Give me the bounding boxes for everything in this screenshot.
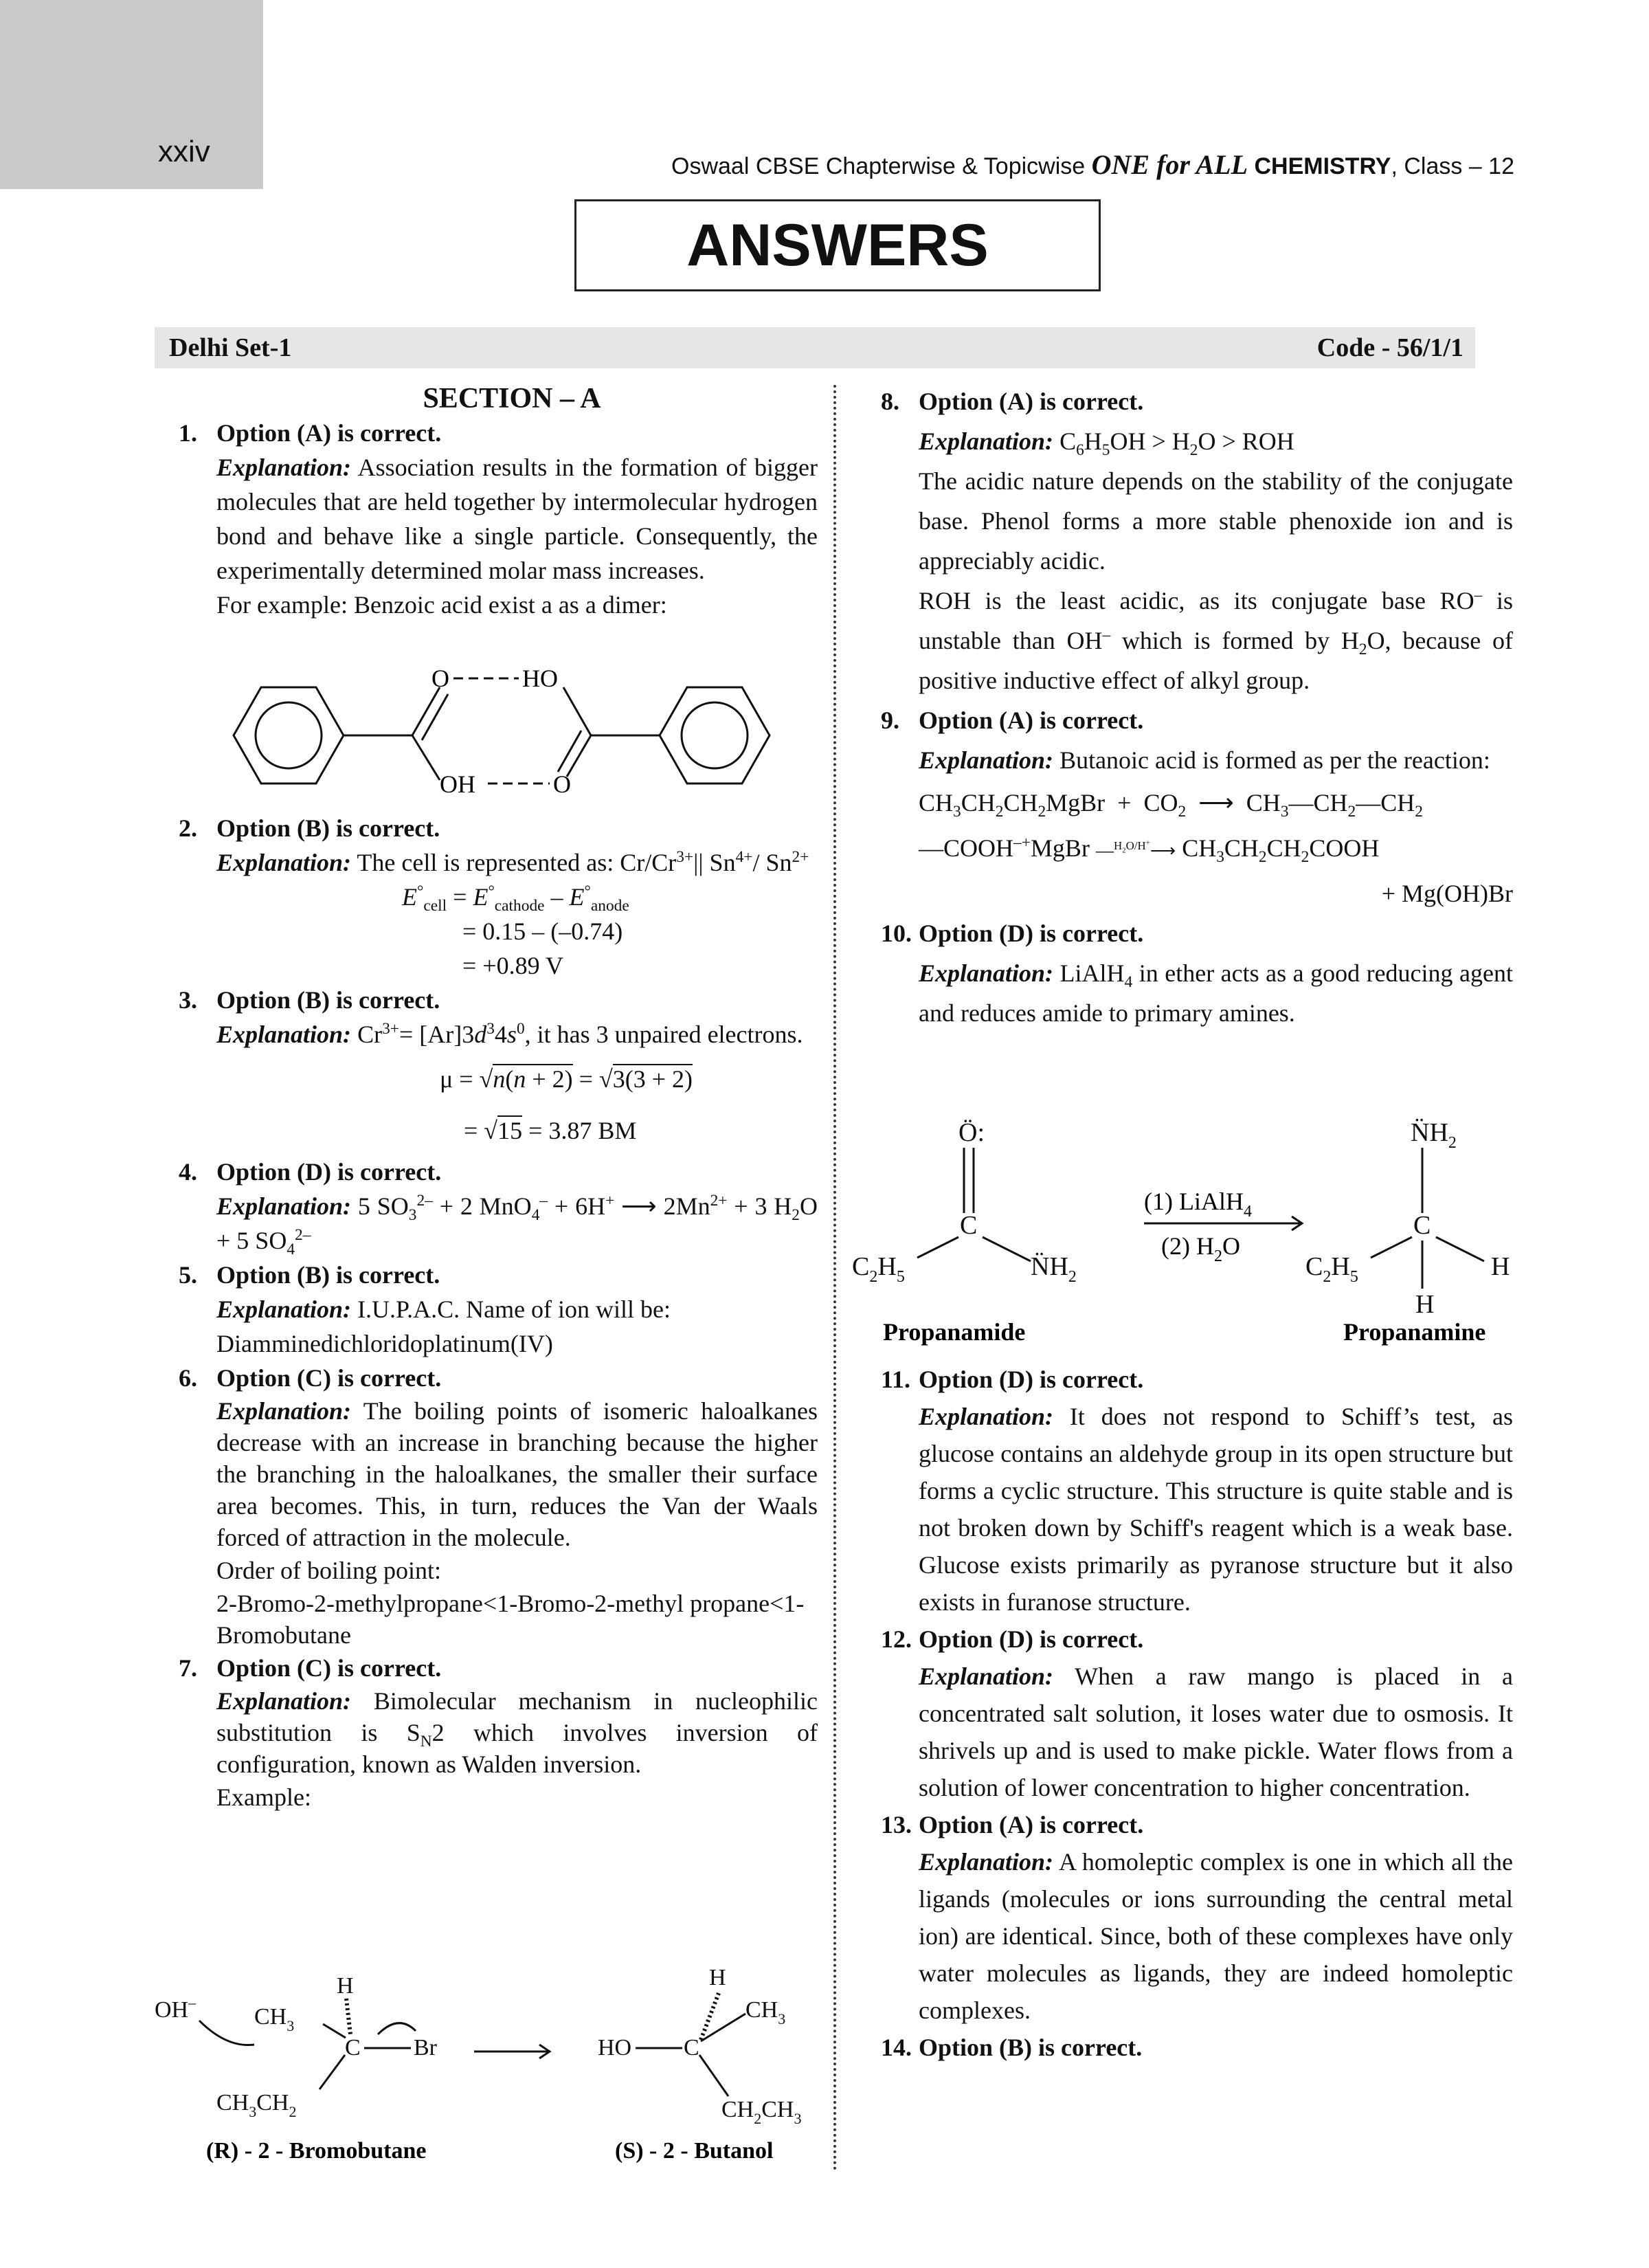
right-column-top: [867, 381, 1513, 1033]
magnetic-moment-eq: μ = √n(n + 2) = √3(3 + 2): [440, 1065, 693, 1093]
svg-text:Br: Br: [414, 2035, 437, 2060]
svg-text:Ö:: Ö:: [958, 1118, 985, 1147]
set-bar: [155, 327, 1475, 368]
running-header: [671, 148, 1514, 181]
dimer-o-top: O: [431, 665, 449, 692]
svg-text:C2H5: $C_2H_5$: [852, 1252, 905, 1286]
set-name: Delhi Set-1: [169, 333, 292, 362]
question-11: 11. Option (D) is correct.: [881, 1366, 1144, 1393]
right-column-bottom: [867, 1361, 1513, 2066]
explanation-4: Explanation: 5 $SO_3^{2-} + 2$ MnO$_4$– + 6H+ ⟶ $2Mn^{2+} + 3$ $H_2O + 5$ $SO_4^{2-}$: [216, 1192, 818, 1259]
svg-text:CH3CH2: $CH_3CH_2$: [216, 2090, 297, 2120]
header-class: , Class – 12: [1391, 153, 1514, 179]
svg-text:OH–: OH–: [155, 1994, 197, 2023]
question-9: 9. Option (A) is correct.: [881, 707, 1144, 734]
page-number: xxiv: [158, 135, 210, 168]
order-label: Order of boiling point:: [216, 1557, 441, 1584]
iupac-name: Diamminedichloridoplatinum(IV): [216, 1330, 553, 1357]
svg-text:C: C: [1413, 1211, 1431, 1240]
explanation-6: Explanation: The boiling points of isomeric haloalkanes decrease with an increase in branching because the higher the branching in the haloalkanes, the smaller their surface area becomes. This, in turn, reduces the Van der Waals forced of attraction in the molecule.: [216, 1397, 818, 1551]
svg-text:C: C: [960, 1211, 978, 1240]
left-column-mid: [165, 811, 818, 1814]
magnetic-moment-result: = √15 = 3.87 BM: [464, 1117, 637, 1144]
svg-text:CH3: $CH_3$: [254, 2004, 295, 2034]
header-prefix: Oswaal CBSE Chapterwise & Topicwise: [671, 153, 1086, 179]
brand-logo: ONE for ALL: [1091, 149, 1248, 180]
explanation-8-p2: ROH is the least acidic, as its conjugate base RO– is unstable than OH– which is formed by $H_2O$, because of positive inductive effect of alkyl group.: [919, 586, 1514, 694]
question-1: 1. Option (A) is correct.: [179, 419, 442, 447]
column-divider: [833, 385, 836, 2172]
question-4: 4. Option (D) is correct.: [179, 1158, 442, 1186]
svg-text:N̈H2: $N̈H_2$: [1411, 1118, 1457, 1152]
svg-text:C: C: [345, 2035, 361, 2060]
dimer-o-bottom: O: [553, 770, 571, 798]
explanation-1: Explanation: Association results in the formation of bigger molecules that are held together by intermolecular hydrogen bond and behave like a single particle. Consequently, the experimentally determined molar mass increases.: [216, 454, 818, 584]
sn2-reaction-diagram: [151, 1966, 824, 2172]
question-7: 7. Option (C) is correct.: [179, 1654, 442, 1682]
amide-label: Propanamide: [883, 1318, 1026, 1346]
svg-text:H: H: [337, 1973, 354, 1999]
cell-equation: $E^\circ_{cell} = E^\circ_{cathode} - E^\circ_{anode}$ = 0.15 – (–0.74) = +0.89 V: [402, 882, 629, 979]
aromatic-circle-right: [682, 702, 748, 768]
attack-arrow: [199, 2021, 254, 2045]
dimer-ho-top: HO: [522, 665, 558, 692]
explanation-5: Explanation: I.U.P.A.C. Name of ion will be:: [216, 1296, 671, 1323]
order-text: 2-Bromo-2-methylpropane<1-Bromo-2-methyl propane<1-Bromobutane: [216, 1590, 805, 1649]
svg-text:H: H: [1491, 1252, 1510, 1281]
header-subject: CHEMISTRY: [1254, 153, 1391, 179]
leaving-arrow: [378, 2023, 416, 2034]
explanation-2: Explanation: The cell is represented as: $Cr/Cr^{3+}||$ $Sn^{4+}/$ $Sn^{2+}$: [216, 848, 809, 876]
svg-text:HO: HO: [598, 2035, 632, 2060]
dimer-oh-bottom: OH: [440, 770, 475, 798]
question-8: 8. Option (A) is correct.: [881, 388, 1144, 415]
product-label: (S) - 2 - Butanol: [615, 2138, 774, 2164]
amide-reduction-diagram: [849, 1100, 1522, 1354]
question-12: 12. Option (D) is correct.: [881, 1625, 1144, 1653]
explanation-13: Explanation: A homoleptic complex is one in which all the ligands (molecules or ions surrounding the central metal ion) are identical. Since, both of these complexes have only water molecules as ligands, they are indeed homoleptic complexes.: [919, 1848, 1513, 2024]
aromatic-circle-left: [256, 702, 322, 768]
page-title: ANSWERS: [574, 199, 1101, 291]
svg-text:CH2CH3: $CH_2CH_3$: [721, 2097, 802, 2127]
explanation-11: Explanation: It does not respond to Schiff’s test, as glucose contains an aldehyde group in its open structure but forms a cyclic structure. This structure is quite stable and is not broken down by Schiff's reagent which is a weak base. Glucose exists primarily as pyranose structure but it also exists in furanose structure.: [919, 1403, 1513, 1616]
explanation-8-p1: The acidic nature depends on the stability of the conjugate base. Phenol forms a more stable phenoxide ion and is appreciably acidic.: [919, 467, 1513, 575]
reagent-step2: (2) $H_2O$: [1161, 1232, 1240, 1265]
section-title: SECTION – A: [423, 383, 601, 414]
svg-text:H: H: [709, 1966, 726, 1990]
example-1: For example: Benzoic acid exist a as a dimer:: [216, 591, 667, 619]
question-2: 2. Option (B) is correct.: [179, 814, 440, 842]
explanation-8-label: Explanation: $C_6H_5OH > H_2O$ > ROH: [919, 427, 1294, 460]
question-6: 6. Option (C) is correct.: [179, 1364, 442, 1392]
page-corner-tab: [0, 0, 263, 189]
reactant-label: (R) - 2 - Bromobutane: [206, 2138, 427, 2164]
question-13: 13. Option (A) is correct.: [881, 1811, 1144, 1838]
question-5: 5. Option (B) is correct.: [179, 1261, 440, 1289]
svg-text:H: H: [1415, 1290, 1435, 1319]
svg-text:CH3: $CH_3$: [745, 1997, 786, 2027]
explanation-12: Explanation: When a raw mango is placed in a concentrated salt solution, it loses water due to osmosis. It shrivels up and is used to make pickle. Water flows from a solution of lower concentration to higher concentration.: [919, 1663, 1513, 1801]
grignard-reaction-line1: $CH_3CH_2CH_2MgBr + CO_2$ ⟶ $CH_3—CH_2—CH_2$: [919, 789, 1423, 821]
explanation-10: Explanation: LiAlH$_4$ in ether acts as a good reducing agent and reduces amide to primary amines.: [919, 959, 1513, 1027]
question-3: 3. Option (B) is correct.: [179, 986, 440, 1014]
left-column-top: [165, 381, 818, 622]
svg-text:N̈H2: $N̈H_2$: [1031, 1252, 1077, 1286]
svg-text:C2H5: $C_2H_5$: [1305, 1252, 1358, 1286]
reagent-step1: (1) LiAlH$_4$: [1144, 1188, 1252, 1221]
grignard-byproduct: + Mg(OH)Br: [1381, 880, 1513, 907]
paper-code: Code - 56/1/1: [1316, 333, 1463, 362]
grignard-reaction-line2: —COOH–+MgBr —$^{H_2O/H^+}$⟶ $CH_3CH_2CH_2COOH$: [919, 834, 1380, 867]
amine-label: Propanamine: [1343, 1318, 1486, 1346]
example-7: Example:: [216, 1783, 311, 1811]
question-14: 14. Option (B) is correct.: [881, 2034, 1143, 2061]
explanation-7: Explanation: Bimolecular mechanism in nucleophilic substitution is $S_N2$ which involves inversion of configuration, known as Walden inversion.: [216, 1687, 818, 1778]
explanation-9: Explanation: Butanoic acid is formed as per the reaction:: [919, 746, 1490, 774]
svg-text:C: C: [684, 2035, 699, 2060]
explanation-3: Explanation: $Cr^{3+}= [Ar]3d^34s^0$, it has 3 unpaired electrons.: [216, 1020, 803, 1048]
question-10: 10. Option (D) is correct.: [881, 920, 1144, 947]
benzoic-dimer-diagram: [206, 663, 824, 808]
